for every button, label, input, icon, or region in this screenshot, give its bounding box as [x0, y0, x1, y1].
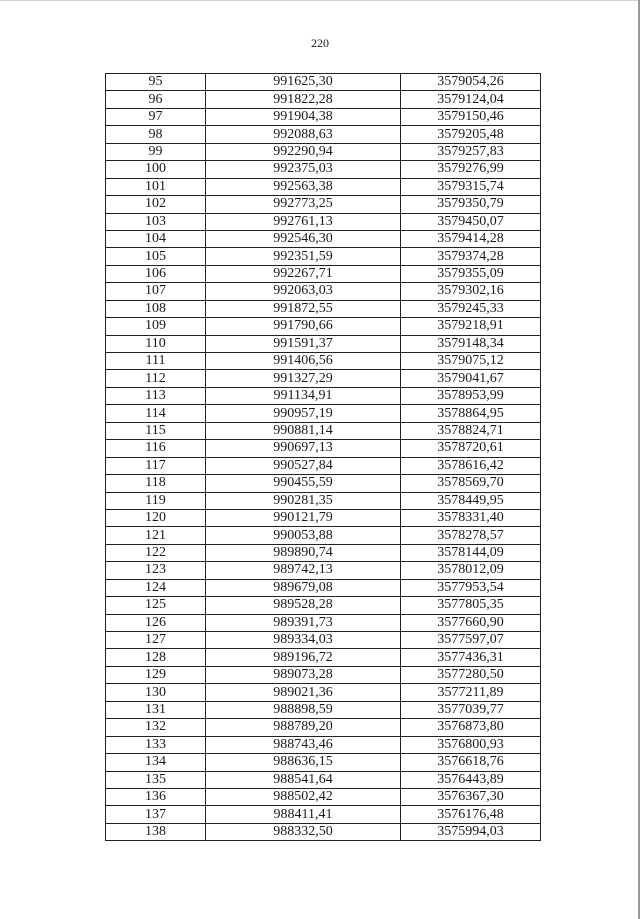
- table-row: [106, 178, 541, 195]
- point-number-cell: 129: [106, 666, 206, 683]
- y-coordinate-cell: 3577280,50: [401, 666, 541, 683]
- x-coordinate-cell: 991591,37: [206, 335, 401, 352]
- y-coordinate-cell: 3577211,89: [401, 684, 541, 701]
- x-coordinate-cell: 989021,36: [206, 684, 401, 701]
- point-number-cell: 122: [106, 544, 206, 561]
- point-number-cell: 108: [106, 300, 206, 317]
- y-coordinate-cell: 3578953,99: [401, 387, 541, 404]
- table-row: [106, 788, 541, 805]
- y-coordinate-cell: 3578144,09: [401, 544, 541, 561]
- y-coordinate-cell: 3579041,67: [401, 370, 541, 387]
- x-coordinate-cell: 992088,63: [206, 126, 401, 143]
- x-coordinate-cell: 989334,03: [206, 632, 401, 649]
- x-coordinate-cell: 992375,03: [206, 161, 401, 178]
- table-row: [106, 509, 541, 526]
- y-coordinate-cell: 3579205,48: [401, 126, 541, 143]
- y-coordinate-cell: 3578449,95: [401, 492, 541, 509]
- point-number-cell: 123: [106, 562, 206, 579]
- y-coordinate-cell: 3579148,34: [401, 335, 541, 352]
- table-row: [106, 754, 541, 771]
- table-row: [106, 544, 541, 561]
- point-number-cell: 99: [106, 143, 206, 160]
- x-coordinate-cell: 988636,15: [206, 754, 401, 771]
- table-row: [106, 91, 541, 108]
- y-coordinate-cell: 3576176,48: [401, 806, 541, 823]
- y-coordinate-cell: 3578278,57: [401, 527, 541, 544]
- x-coordinate-cell: 992063,03: [206, 283, 401, 300]
- table-row: [106, 562, 541, 579]
- table-row: [106, 492, 541, 509]
- point-number-cell: 98: [106, 126, 206, 143]
- point-number-cell: 103: [106, 213, 206, 230]
- table-row: [106, 422, 541, 439]
- point-number-cell: 115: [106, 422, 206, 439]
- point-number-cell: 131: [106, 701, 206, 718]
- x-coordinate-cell: 988502,42: [206, 788, 401, 805]
- point-number-cell: 121: [106, 527, 206, 544]
- page-number: 220: [311, 36, 329, 50]
- y-coordinate-cell: 3577953,54: [401, 579, 541, 596]
- y-coordinate-cell: 3576800,93: [401, 736, 541, 753]
- table-row: [106, 614, 541, 631]
- y-coordinate-cell: 3579276,99: [401, 161, 541, 178]
- x-coordinate-cell: 991904,38: [206, 108, 401, 125]
- point-number-cell: 134: [106, 754, 206, 771]
- table-row: [106, 719, 541, 736]
- y-coordinate-cell: 3579374,28: [401, 248, 541, 265]
- point-number-cell: 125: [106, 597, 206, 614]
- y-coordinate-cell: 3579257,83: [401, 143, 541, 160]
- table-row: [106, 440, 541, 457]
- table-row: [106, 248, 541, 265]
- x-coordinate-cell: 988541,64: [206, 771, 401, 788]
- x-coordinate-cell: 991625,30: [206, 74, 401, 91]
- x-coordinate-cell: 988332,50: [206, 823, 401, 840]
- x-coordinate-cell: 992773,25: [206, 196, 401, 213]
- point-number-cell: 104: [106, 230, 206, 247]
- x-coordinate-cell: 988743,46: [206, 736, 401, 753]
- table-row: [106, 196, 541, 213]
- point-number-cell: 109: [106, 318, 206, 335]
- x-coordinate-cell: 990881,14: [206, 422, 401, 439]
- table-row: [106, 387, 541, 404]
- x-coordinate-cell: 988898,59: [206, 701, 401, 718]
- x-coordinate-cell: 989679,08: [206, 579, 401, 596]
- point-number-cell: 95: [106, 74, 206, 91]
- x-coordinate-cell: 992761,13: [206, 213, 401, 230]
- x-coordinate-cell: 991790,66: [206, 318, 401, 335]
- y-coordinate-cell: 3579450,07: [401, 213, 541, 230]
- point-number-cell: 105: [106, 248, 206, 265]
- y-coordinate-cell: 3578331,40: [401, 509, 541, 526]
- y-coordinate-cell: 3578720,61: [401, 440, 541, 457]
- y-coordinate-cell: 3577805,35: [401, 597, 541, 614]
- y-coordinate-cell: 3577039,77: [401, 701, 541, 718]
- point-number-cell: 116: [106, 440, 206, 457]
- y-coordinate-cell: 3579218,91: [401, 318, 541, 335]
- y-coordinate-cell: 3577660,90: [401, 614, 541, 631]
- table-row: [106, 230, 541, 247]
- point-number-cell: 120: [106, 509, 206, 526]
- y-coordinate-cell: 3579054,26: [401, 74, 541, 91]
- table-row: [106, 806, 541, 823]
- y-coordinate-cell: 3577436,31: [401, 649, 541, 666]
- point-number-cell: 117: [106, 457, 206, 474]
- table-row: [106, 143, 541, 160]
- point-number-cell: 118: [106, 475, 206, 492]
- x-coordinate-cell: 992351,59: [206, 248, 401, 265]
- point-number-cell: 107: [106, 283, 206, 300]
- coordinates-table: [105, 73, 541, 841]
- y-coordinate-cell: 3575994,03: [401, 823, 541, 840]
- point-number-cell: 110: [106, 335, 206, 352]
- point-number-cell: 100: [106, 161, 206, 178]
- point-number-cell: 97: [106, 108, 206, 125]
- x-coordinate-cell: 989528,28: [206, 597, 401, 614]
- table-row: [106, 649, 541, 666]
- table-row: [106, 597, 541, 614]
- x-coordinate-cell: 992546,30: [206, 230, 401, 247]
- y-coordinate-cell: 3576618,76: [401, 754, 541, 771]
- point-number-cell: 111: [106, 353, 206, 370]
- table-row: [106, 318, 541, 335]
- point-number-cell: 126: [106, 614, 206, 631]
- x-coordinate-cell: 991406,56: [206, 353, 401, 370]
- table-row: [106, 126, 541, 143]
- table-row: [106, 74, 541, 91]
- x-coordinate-cell: 990281,35: [206, 492, 401, 509]
- y-coordinate-cell: 3579315,74: [401, 178, 541, 195]
- x-coordinate-cell: 990455,59: [206, 475, 401, 492]
- table-row: [106, 405, 541, 422]
- point-number-cell: 136: [106, 788, 206, 805]
- point-number-cell: 96: [106, 91, 206, 108]
- table-row: [106, 771, 541, 788]
- table-row: [106, 108, 541, 125]
- point-number-cell: 135: [106, 771, 206, 788]
- table-row: [106, 353, 541, 370]
- table-row: [106, 213, 541, 230]
- point-number-cell: 137: [106, 806, 206, 823]
- y-coordinate-cell: 3577597,07: [401, 632, 541, 649]
- x-coordinate-cell: 989742,13: [206, 562, 401, 579]
- table-row: [106, 283, 541, 300]
- x-coordinate-cell: 989073,28: [206, 666, 401, 683]
- point-number-cell: 124: [106, 579, 206, 596]
- table-row: [106, 666, 541, 683]
- x-coordinate-cell: 991822,28: [206, 91, 401, 108]
- point-number-cell: 130: [106, 684, 206, 701]
- point-number-cell: 101: [106, 178, 206, 195]
- point-number-cell: 112: [106, 370, 206, 387]
- table-row: [106, 632, 541, 649]
- y-coordinate-cell: 3578616,42: [401, 457, 541, 474]
- y-coordinate-cell: 3578824,71: [401, 422, 541, 439]
- x-coordinate-cell: 988411,41: [206, 806, 401, 823]
- x-coordinate-cell: 990121,79: [206, 509, 401, 526]
- x-coordinate-cell: 990697,13: [206, 440, 401, 457]
- table-row: [106, 457, 541, 474]
- point-number-cell: 132: [106, 719, 206, 736]
- table-row: [106, 736, 541, 753]
- table-row: [106, 823, 541, 840]
- y-coordinate-cell: 3576367,30: [401, 788, 541, 805]
- x-coordinate-cell: 988789,20: [206, 719, 401, 736]
- x-coordinate-cell: 992267,71: [206, 265, 401, 282]
- y-coordinate-cell: 3579355,09: [401, 265, 541, 282]
- point-number-cell: 106: [106, 265, 206, 282]
- y-coordinate-cell: 3579302,16: [401, 283, 541, 300]
- x-coordinate-cell: 991872,55: [206, 300, 401, 317]
- table-row: [106, 475, 541, 492]
- x-coordinate-cell: 992563,38: [206, 178, 401, 195]
- y-coordinate-cell: 3576443,89: [401, 771, 541, 788]
- x-coordinate-cell: 992290,94: [206, 143, 401, 160]
- scan-edge-top: [0, 0, 640, 1]
- x-coordinate-cell: 991134,91: [206, 387, 401, 404]
- table-row: [106, 335, 541, 352]
- table-row: [106, 701, 541, 718]
- x-coordinate-cell: 991327,29: [206, 370, 401, 387]
- y-coordinate-cell: 3579075,12: [401, 353, 541, 370]
- point-number-cell: 127: [106, 632, 206, 649]
- y-coordinate-cell: 3579350,79: [401, 196, 541, 213]
- table-row: [106, 370, 541, 387]
- x-coordinate-cell: 990053,88: [206, 527, 401, 544]
- y-coordinate-cell: 3579150,46: [401, 108, 541, 125]
- table-row: [106, 527, 541, 544]
- point-number-cell: 128: [106, 649, 206, 666]
- table-row: [106, 265, 541, 282]
- y-coordinate-cell: 3579245,33: [401, 300, 541, 317]
- y-coordinate-cell: 3578012,09: [401, 562, 541, 579]
- point-number-cell: 133: [106, 736, 206, 753]
- y-coordinate-cell: 3578864,95: [401, 405, 541, 422]
- coordinates-table-body: [106, 74, 541, 841]
- y-coordinate-cell: 3579414,28: [401, 230, 541, 247]
- x-coordinate-cell: 990957,19: [206, 405, 401, 422]
- table-row: [106, 300, 541, 317]
- table-row: [106, 161, 541, 178]
- y-coordinate-cell: 3578569,70: [401, 475, 541, 492]
- point-number-cell: 138: [106, 823, 206, 840]
- x-coordinate-cell: 989391,73: [206, 614, 401, 631]
- point-number-cell: 114: [106, 405, 206, 422]
- x-coordinate-cell: 989196,72: [206, 649, 401, 666]
- x-coordinate-cell: 990527,84: [206, 457, 401, 474]
- y-coordinate-cell: 3576873,80: [401, 719, 541, 736]
- y-coordinate-cell: 3579124,04: [401, 91, 541, 108]
- x-coordinate-cell: 989890,74: [206, 544, 401, 561]
- table-row: [106, 684, 541, 701]
- point-number-cell: 102: [106, 196, 206, 213]
- point-number-cell: 113: [106, 387, 206, 404]
- table-row: [106, 579, 541, 596]
- point-number-cell: 119: [106, 492, 206, 509]
